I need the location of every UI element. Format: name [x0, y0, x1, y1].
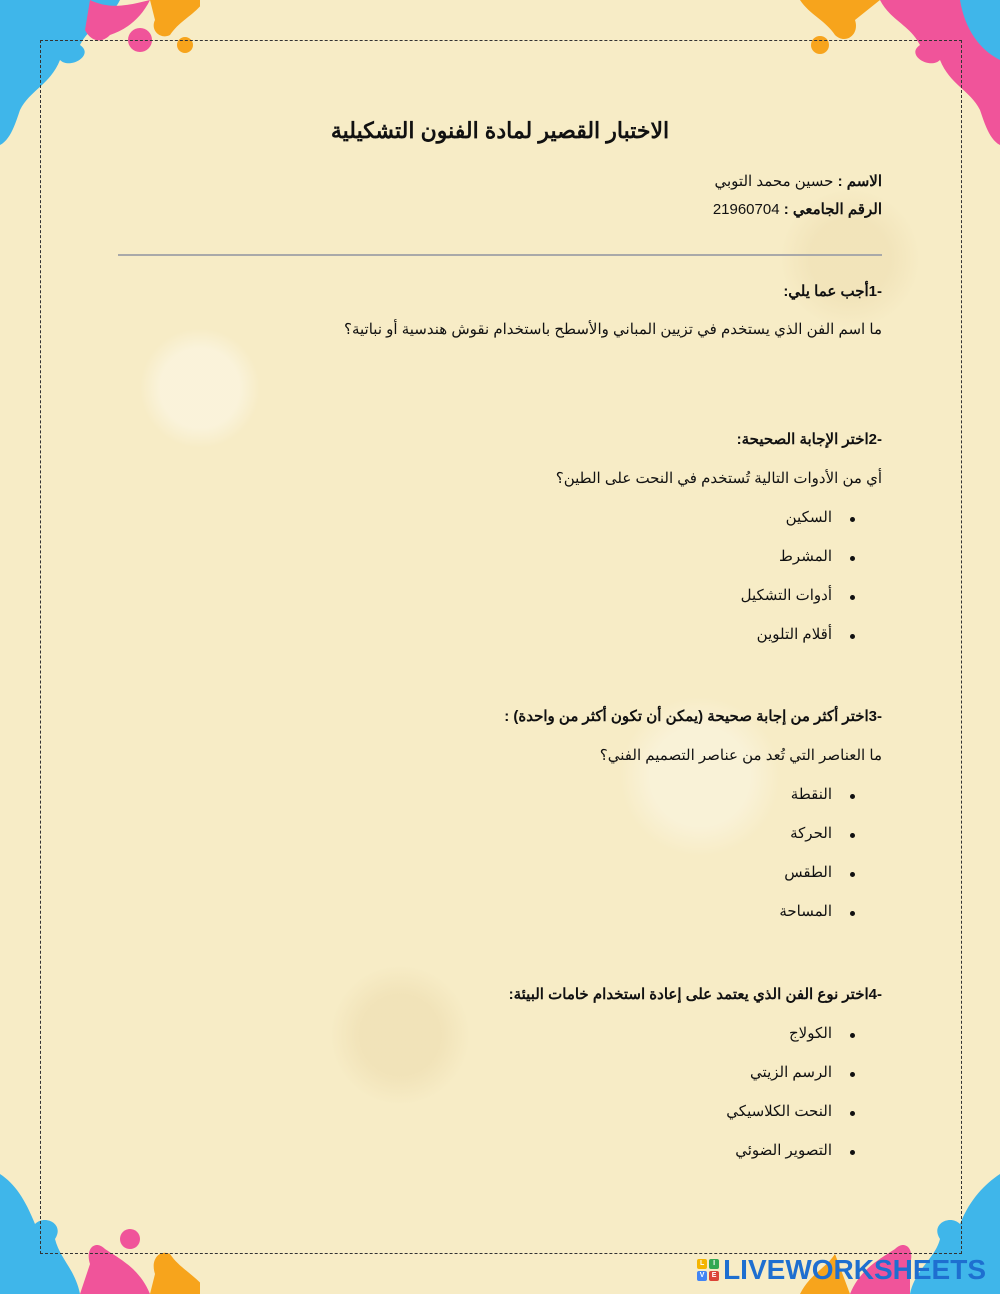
bullet-icon — [850, 634, 855, 639]
option-label: الطقس — [784, 864, 832, 881]
name-value: حسين محمد التوبي — [714, 173, 834, 190]
question-1-text: ما اسم الفن الذي يستخدم في تزيين المباني والأسطح باستخدام نقوش هندسية أو نباتية؟ — [344, 321, 882, 338]
option-label: الرسم الزيتي — [750, 1064, 832, 1081]
option-label: النحت الكلاسيكي — [726, 1103, 832, 1120]
question-4-option-2[interactable] — [750, 1063, 855, 1081]
question-2-option-3[interactable] — [741, 586, 855, 604]
bullet-icon — [850, 872, 855, 877]
option-label: أقلام التلوين — [756, 626, 832, 643]
bullet-icon — [850, 833, 855, 838]
bullet-icon — [850, 794, 855, 799]
bullet-icon — [850, 595, 855, 600]
question-3-option-3[interactable] — [784, 863, 855, 881]
question-3-option-2[interactable] — [790, 824, 855, 842]
option-label: السكين — [785, 509, 832, 526]
liveworksheets-logo[interactable] — [697, 1254, 986, 1286]
name-label: الاسم : — [837, 173, 882, 190]
question-3-text: ما العناصر التي تُعد من عناصر التصميم الفني؟ — [599, 747, 882, 764]
logo-text: LIVEWORKSHEETS — [723, 1254, 986, 1285]
question-4-heading: -4اختر نوع الفن الذي يعتمد على إعادة استخدام خامات البيئة: — [508, 986, 882, 1003]
question-2-option-2[interactable] — [779, 547, 855, 565]
question-3-heading: -3اختر أكثر من إجابة صحيحة (يمكن أن تكون أكثر من واحدة) : — [504, 708, 882, 725]
option-label: الكولاج — [788, 1025, 832, 1042]
bullet-icon — [850, 1111, 855, 1116]
id-value: 21960704 — [712, 201, 780, 218]
option-label: أدوات التشكيل — [740, 587, 832, 604]
option-label: النقطة — [790, 786, 832, 803]
option-label: الحركة — [790, 825, 832, 842]
question-2-heading: -2اختر الإجابة الصحيحة: — [736, 431, 882, 448]
option-label: المساحة — [779, 903, 832, 920]
question-2-option-1[interactable] — [786, 508, 855, 526]
question-3-option-4[interactable] — [779, 902, 855, 920]
question-2-text: أي من الأدوات التالية تُستخدم في النحت على الطين؟ — [555, 470, 882, 487]
student-id-line — [713, 200, 882, 218]
question-4-option-4[interactable] — [735, 1141, 855, 1159]
bullet-icon — [850, 1033, 855, 1038]
id-label: الرقم الجامعي : — [783, 201, 882, 218]
question-3-option-1[interactable] — [791, 785, 855, 803]
question-4-option-1[interactable] — [789, 1024, 855, 1042]
option-label: التصوير الضوئي — [735, 1142, 832, 1159]
bullet-icon — [850, 1150, 855, 1155]
logo-mark-icon: L I V E — [697, 1259, 719, 1281]
question-4-option-3[interactable] — [726, 1102, 855, 1120]
bullet-icon — [850, 556, 855, 561]
bullet-icon — [850, 1072, 855, 1077]
question-1-heading: -1أجب عما يلي: — [783, 283, 882, 300]
bullet-icon — [850, 911, 855, 916]
worksheet-title: الاختبار القصير لمادة الفنون التشكيلية — [330, 118, 670, 143]
option-label: المشرط — [779, 548, 832, 565]
bullet-icon — [850, 517, 855, 522]
divider — [118, 254, 882, 256]
student-name-line — [715, 172, 883, 190]
question-2-option-4[interactable] — [757, 625, 855, 643]
